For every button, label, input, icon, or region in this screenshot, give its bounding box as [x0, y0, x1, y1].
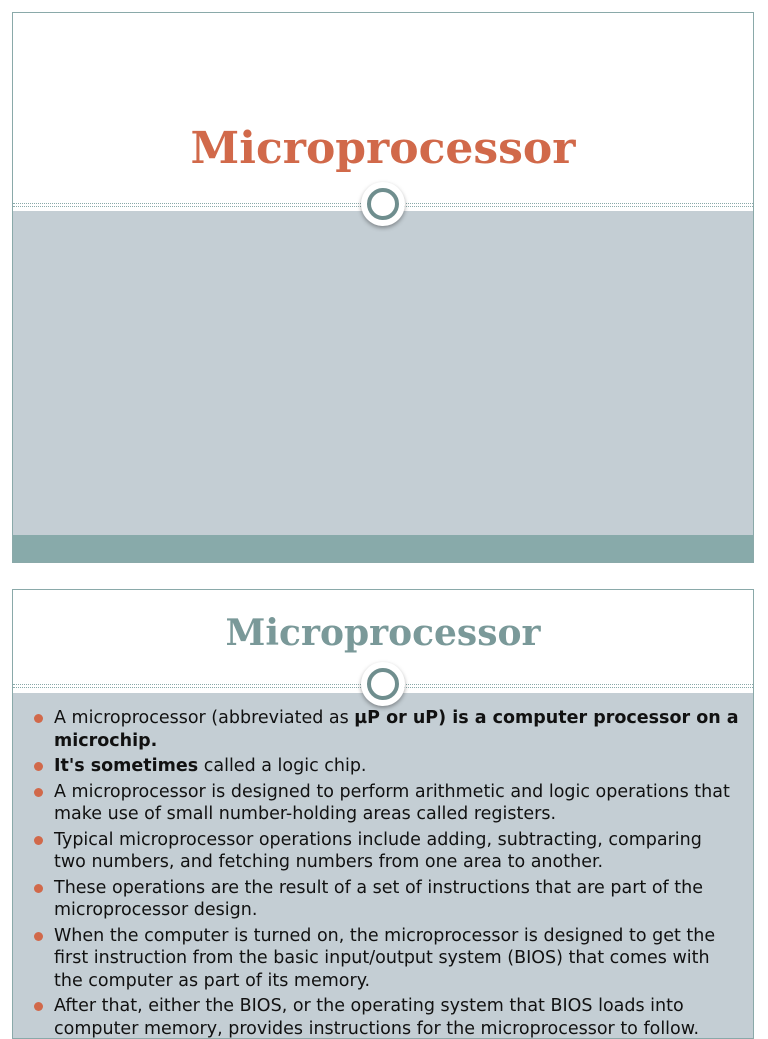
- bullet-dot-icon: [34, 836, 43, 845]
- list-item: These operations are the result of a set of instructions that are part of the microprocessor design.: [33, 877, 739, 922]
- title-area: [13, 13, 753, 203]
- footer-bar: [13, 535, 753, 562]
- list-item: It's sometimes called a logic chip.: [33, 755, 739, 778]
- list-item: When the computer is turned on, the microprocessor is designed to get the first instruction from the basic input/output system (BIOS) that comes with the computer as part of its memory.: [33, 925, 739, 993]
- bullet-dot-icon: [34, 884, 43, 893]
- circle-ornament-icon: [361, 182, 405, 226]
- slide-title: Microprocessor: [190, 123, 576, 174]
- slide-title: Microprocessor: [225, 612, 541, 654]
- circle-ornament-icon: [361, 662, 405, 706]
- content-slide: [12, 589, 754, 1039]
- bullet-dot-icon: [34, 714, 43, 723]
- bullet-list: [33, 707, 739, 1039]
- list-item: A microprocessor is designed to perform arithmetic and logic operations that make use of small number-holding areas called registers.: [33, 781, 739, 826]
- slide-body: [13, 211, 753, 536]
- title-slide: [12, 12, 754, 563]
- bullet-dot-icon: [34, 932, 43, 941]
- bullet-dot-icon: [34, 1002, 43, 1011]
- list-item: A microprocessor (abbreviated as µP or uP) is a computer processor on a microchip.: [33, 707, 739, 752]
- list-item: After that, either the BIOS, or the operating system that BIOS loads into computer memory, provides instructions for the microprocessor to follow.: [33, 995, 739, 1039]
- list-item: Typical microprocessor operations include adding, subtracting, comparing two numbers, and fetching numbers from one area to another.: [33, 829, 739, 874]
- bullet-dot-icon: [34, 788, 43, 797]
- bullet-dot-icon: [34, 762, 43, 771]
